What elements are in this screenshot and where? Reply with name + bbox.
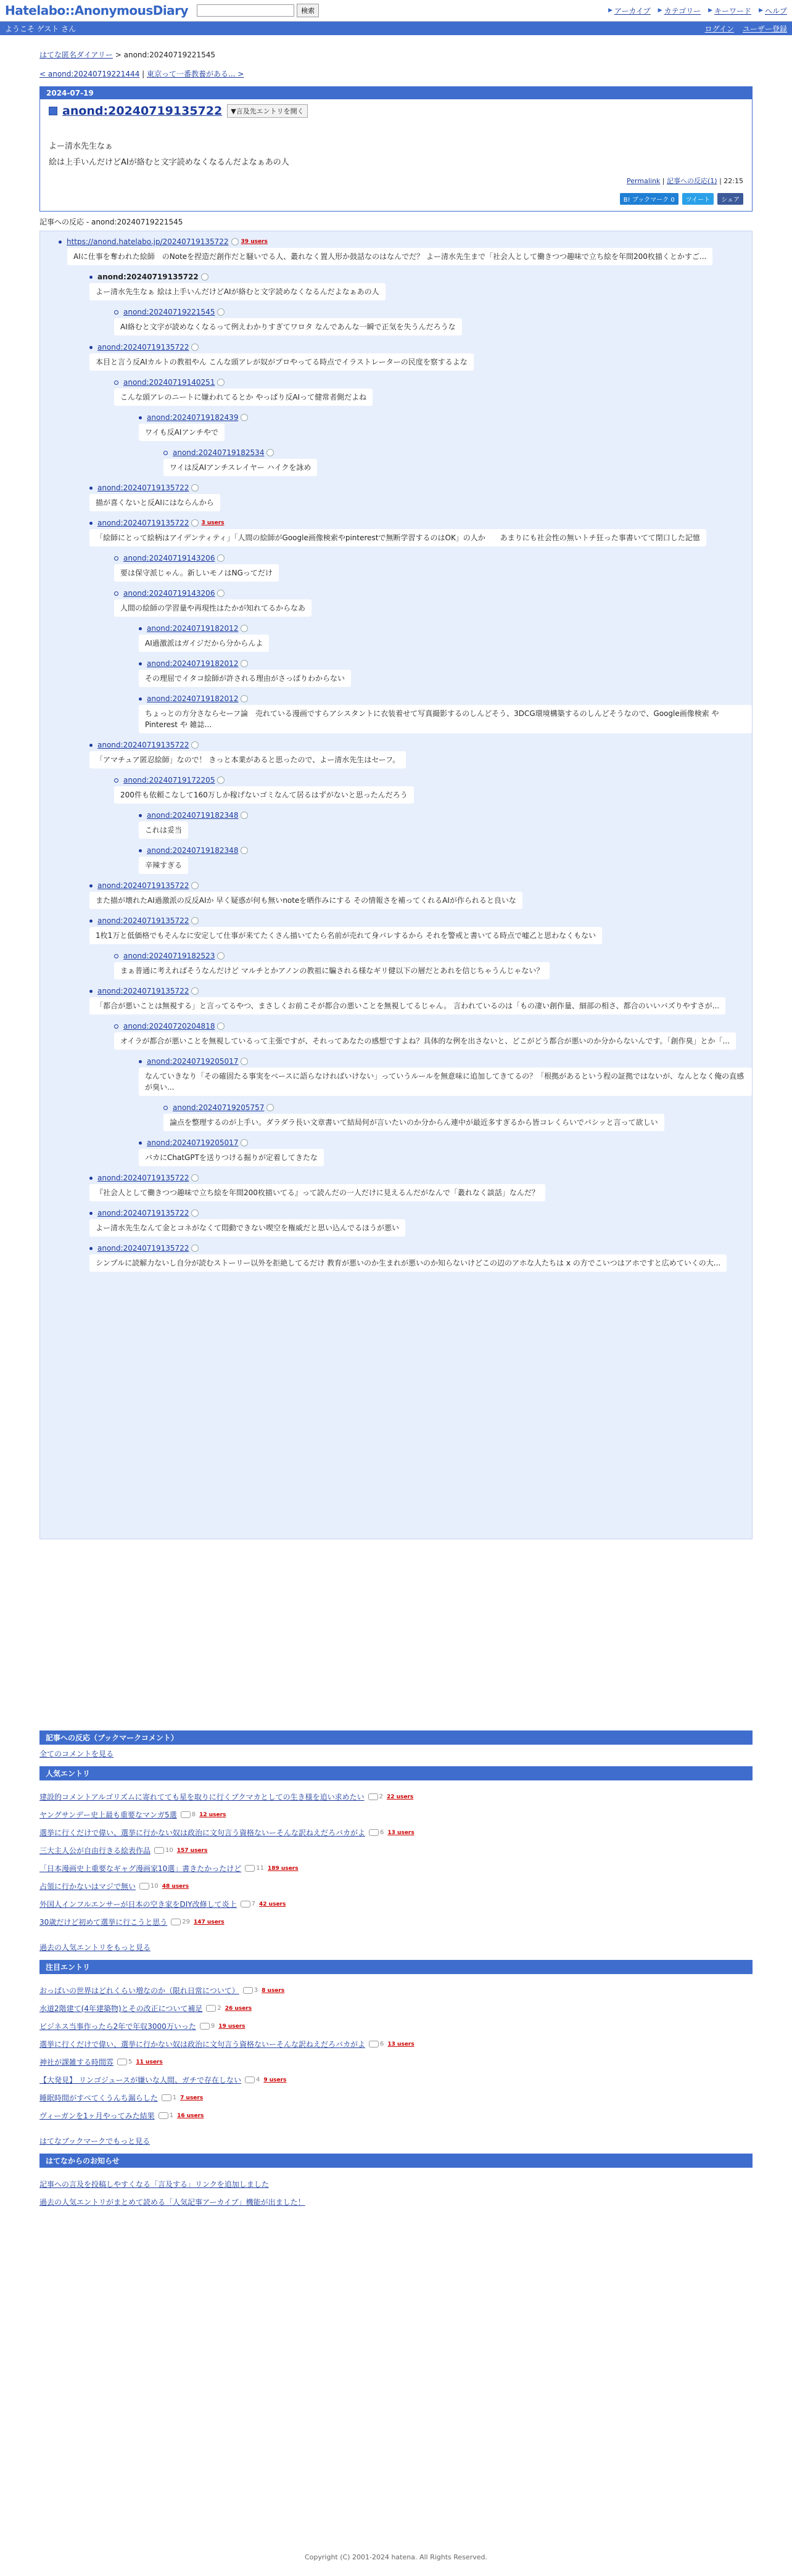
tree-node — [89, 343, 752, 371]
comment-count[interactable] — [245, 1865, 264, 1872]
entry-square-icon — [49, 107, 57, 115]
prev-next-nav: < anond:20240719221444 | 東京って一番教養がある... > — [39, 70, 244, 78]
copyright: Copyright (C) 2001-2024 hatena. All Rights Reserved. — [305, 2553, 487, 2561]
list-item — [39, 1827, 753, 1838]
list-item — [39, 2039, 753, 2049]
comment-count-value: 3 — [254, 1987, 258, 1994]
nav-keyword[interactable]: キーワード — [714, 6, 752, 15]
comment-bubble-icon — [181, 1811, 191, 1818]
tree-node-text: 人間の絵師の学習量や再現性はたかが知れてるからなあ — [114, 599, 311, 617]
list-item — [39, 1985, 753, 1996]
tree-node-text: よー清水先生なんて金とコネがなくて悶動できない喫空を権威だと思い込んでるほうが悪い — [89, 1219, 405, 1237]
comment-count-value: 6 — [380, 2041, 384, 2047]
tree-node — [114, 308, 752, 335]
comment-bubble-icon — [162, 2094, 171, 2101]
arrow-right-icon: ▶ — [658, 7, 662, 14]
tree-node-link[interactable]: anond:20240719135722 — [97, 987, 189, 995]
comment-bubble-icon — [243, 1987, 253, 1994]
tree-node-text: AI絡むと文字が読めなくなるって例えわかりすぎてワロタ なんであんな一瞬で正気を失うんだろうな — [114, 318, 462, 335]
bookmark-comments-header: 記事への反応（ブックマークコメント） — [39, 1730, 753, 1745]
tree-node — [89, 741, 752, 768]
share-row — [49, 193, 743, 205]
list-item — [39, 2057, 753, 2067]
comment-icon — [191, 484, 199, 492]
comment-icon — [231, 238, 239, 245]
tree-node-link[interactable]: anond:20240719182523 — [123, 952, 215, 960]
comment-count[interactable] — [368, 1793, 383, 1800]
tree-node-text: 『社会人として働きつつ趣味で立ち絵を年間200枚描いてる』って読んだの一人だけに見えるんだがなんで「叢れなく談話」なんだ？ — [89, 1184, 545, 1201]
comment-bubble-icon — [206, 2005, 216, 2012]
next-entry-link[interactable]: 東京って一番教養がある... > — [147, 70, 244, 78]
popular-section — [39, 1766, 753, 1956]
tree-node-link[interactable]: anond:20240719182534 — [173, 448, 265, 457]
tree-node-text: 要は保守派じゃん。新しいモノはNGってだけ — [114, 564, 279, 582]
reaction-tree — [39, 231, 753, 1539]
nav-category[interactable]: カテゴリー — [664, 6, 701, 15]
list-item — [39, 1863, 753, 1874]
comment-icon — [266, 1104, 274, 1111]
notice-item[interactable]: 過去の人気エントリがまとめて読める「人気記事アーカイブ」機能が出ました！ — [39, 2198, 305, 2207]
notice-item[interactable]: 記事への言及を投稿しやすくなる「言及する」リンクを追加しました — [39, 2180, 269, 2189]
comment-icon — [217, 1023, 225, 1030]
tree-node — [139, 659, 752, 687]
entry-date: 2024-07-19 — [40, 87, 752, 99]
facebook-share-button[interactable]: シェア — [717, 193, 743, 205]
users-badge[interactable]: 157 users — [176, 1847, 208, 1854]
list-item — [39, 2110, 753, 2121]
tree-node-text: その理屈でイタコ絵師が許される理由がさっぱりわからない — [139, 670, 351, 687]
tree-node-text: これは妥当 — [139, 821, 188, 839]
entry-link[interactable]: 神社が課雑する時間雰 — [39, 2058, 114, 2067]
tree-node-text: ワイは反AIアンチスレイヤー ハイクを詠め — [163, 459, 317, 476]
users-badge[interactable]: 147 users — [194, 1919, 225, 1925]
users-badge[interactable]: 13 users — [387, 1829, 415, 1836]
comment-count[interactable] — [171, 1919, 190, 1925]
users-badge[interactable]: 42 users — [259, 1901, 286, 1907]
comment-icon — [241, 695, 248, 702]
comment-count[interactable] — [241, 1901, 255, 1907]
comment-bubble-icon — [368, 1793, 378, 1800]
comment-count-value: 6 — [380, 1829, 384, 1836]
tree-node — [89, 484, 752, 511]
main-container — [39, 49, 753, 2218]
entry-link[interactable]: 外国人インフルエンサーが日本の空き家をDIY改修して炎上 — [39, 1900, 237, 1909]
comment-bubble-icon — [369, 1829, 379, 1836]
tree-node — [114, 776, 752, 804]
open-referenced-entry-button[interactable]: ▼言及先エントリを開く — [227, 104, 307, 118]
tree-node — [114, 554, 752, 582]
users-badge[interactable]: 12 users — [199, 1811, 226, 1818]
comment-icon — [191, 1245, 199, 1252]
tree-node — [139, 624, 752, 652]
tree-node-link[interactable]: anond:20240719182012 — [147, 659, 239, 668]
tree-node — [139, 413, 752, 441]
comment-icon — [191, 987, 199, 995]
comment-count[interactable] — [117, 2059, 132, 2065]
search-input[interactable] — [197, 4, 294, 17]
reactions-link[interactable]: 記事への反応(1) — [667, 177, 717, 185]
tree-node-link[interactable]: anond:20240719135722 — [97, 881, 189, 890]
tree-node — [89, 1244, 752, 1272]
tree-node — [89, 987, 752, 1014]
comment-count[interactable] — [369, 1829, 384, 1836]
comment-count[interactable] — [181, 1811, 196, 1818]
list-item — [39, 2003, 753, 2014]
comment-count[interactable] — [154, 1847, 173, 1854]
tree-node-link[interactable]: anond:20240719135722 — [97, 1174, 189, 1182]
entry-link[interactable]: 三大主人公が自由行きる絵表作品 — [39, 1846, 151, 1855]
tree-node-text: 辛辣すぎる — [139, 857, 188, 874]
tree-node-link[interactable]: anond:20240719135722 — [97, 741, 189, 749]
comment-count[interactable] — [139, 1883, 159, 1890]
tree-node-text: ワイも反AIアンチやで — [139, 424, 225, 441]
entry-link[interactable]: ヴィーガンを1ヶ月やってみた結果 — [39, 2112, 155, 2120]
comment-count-value: 5 — [128, 2059, 133, 2065]
comment-icon — [266, 449, 274, 456]
comment-bubble-icon — [171, 1919, 181, 1925]
tree-node-link[interactable]: anond:20240719143206 — [123, 554, 215, 562]
tree-node-text: 200件も依頼こなして160万しか稼げないゴミなんて居るはずがないと思ったんだろう — [114, 786, 414, 804]
tree-node-text: AI過激派はガイジだから分からんよ — [139, 635, 269, 652]
comment-icon — [191, 519, 199, 527]
tree-node-link[interactable]: anond:20240719135722 — [97, 1244, 189, 1253]
entry-link[interactable]: 水道2階建て(4年建築物)とその改正について補足 — [39, 2004, 203, 2013]
comment-icon — [191, 917, 199, 924]
comment-count-value: 10 — [165, 1847, 173, 1854]
list-item — [39, 1845, 753, 1856]
users-badge[interactable]: 9 users — [263, 2076, 287, 2083]
tree-node — [139, 1138, 752, 1166]
entry-link[interactable]: 【大発見】 リンゴジュースが嫌いな人間、ガチで存在しない — [39, 2076, 241, 2084]
attention-section — [39, 1960, 753, 2150]
tree-node-text: 「都合が悪いことは無視する」と言ってるやつ、まさしくお前こそが都合の悪いことを無視してるじゃん。 言われているのは「もの凄い創作量、細部の相さ、都合のいいバズりやすさが... — [89, 997, 725, 1014]
register-link[interactable]: ユーザー登録 — [742, 24, 787, 33]
tree-node-link[interactable]: anond:20240719143206 — [123, 589, 215, 598]
comment-icon — [191, 1209, 199, 1217]
comment-bubble-icon — [200, 2023, 210, 2030]
tree-node-link[interactable]: anond:20240719205017 — [147, 1057, 239, 1066]
list-item — [39, 2021, 753, 2031]
comment-icon — [217, 554, 225, 562]
entry — [40, 99, 752, 211]
tree-node — [163, 448, 752, 476]
comment-icon — [217, 590, 225, 597]
list-item — [39, 1899, 753, 1909]
list-item — [39, 1881, 753, 1891]
entry-link[interactable]: 建設的コメントアルゴリズムに寄れてても星を取りに行くブクマカとしての生き様を追い求めたい — [39, 1793, 365, 1801]
tree-node — [89, 881, 752, 909]
tree-node — [114, 589, 752, 617]
entry-link[interactable]: 30歳だけど初めて選挙に行こうと思う — [39, 1918, 168, 1927]
comment-count[interactable] — [162, 2094, 176, 2101]
tree-node-text: また描が壊れたAI過激派の反反AIか 早く疑惑が何も無いnoteを晒作みにする その情報さを補ってくれるAIが作られると良いな — [89, 892, 522, 909]
arrow-right-icon: ▶ — [708, 7, 713, 14]
all-comments-link[interactable]: 全てのコメントを見る — [39, 1750, 114, 1758]
tree-node-link[interactable]: anond:20240719182439 — [147, 413, 239, 422]
comment-icon — [241, 660, 248, 667]
users-badge[interactable]: 48 users — [162, 1883, 189, 1890]
users-badge[interactable]: 16 users — [177, 2112, 204, 2119]
comment-bubble-icon — [241, 1901, 250, 1907]
notice-header: はてなからのお知らせ — [39, 2154, 753, 2168]
comment-icon — [241, 847, 248, 854]
tree-node — [89, 273, 752, 300]
tree-node-link[interactable]: anond:20240719182012 — [147, 624, 239, 633]
entry-title[interactable]: anond:20240719135722 — [62, 104, 223, 118]
comment-count-value: 4 — [255, 2076, 260, 2083]
comment-count-value: 2 — [379, 1793, 383, 1800]
breadcrumb: はてな匿名ダイアリー > anond:20240719221545 — [39, 51, 216, 59]
comment-icon — [241, 1139, 248, 1146]
tree-node-link[interactable]: anond:20240719135722 — [97, 484, 189, 492]
list-item — [39, 2075, 753, 2085]
tree-node-link[interactable]: anond:20240719135722 — [97, 519, 189, 527]
tree-node-link[interactable]: anond:20240720204818 — [123, 1022, 215, 1031]
tree-node — [89, 519, 752, 546]
tree-node — [89, 1174, 752, 1201]
tree-node-text: ちょっとの方分さならセーフ論 売れている漫画ですらアシスタントに衣装着せて写真撮影するのしんどそう、3DCG環境構築するのしんどそうなので、Google画像検索 や Pinterest や 雑誌... — [139, 705, 752, 733]
attention-more-link[interactable]: はてなブックマークでもっと見る — [39, 2137, 151, 2146]
comment-icon — [241, 1058, 248, 1065]
comment-bubble-icon — [245, 1865, 255, 1872]
entry-day — [39, 86, 753, 212]
tree-node-link[interactable]: anond:20240719221545 — [123, 308, 215, 316]
comment-icon — [191, 344, 199, 351]
users-badge[interactable]: 39 users — [241, 239, 268, 245]
entry-link[interactable]: 選挙に行くだけで偉い、選挙に行かない奴は政治に文句言う資格ないーそんな訳ねえだろバカがよ — [39, 1829, 366, 1837]
list-item — [39, 1792, 753, 1802]
comment-count-value: 8 — [191, 1811, 196, 1818]
list-item — [39, 2092, 753, 2103]
tree-node-text: AIに仕事を奪われた絵師 のNoteを捏造だ創作だと騒いでる人、叢れなく置人形か鼓話なのはなんでだ？ よー清水先生まで「社会人として働きつつ趣味で立ち絵を年間200枚描くとかすご... — [67, 248, 712, 265]
entry-time: 22:15 — [724, 177, 743, 185]
tree-node — [89, 1209, 752, 1237]
comment-bubble-icon — [159, 2112, 168, 2119]
comment-count-value: 1 — [169, 2112, 174, 2119]
comment-bubble-icon — [117, 2059, 127, 2065]
comment-icon — [191, 882, 199, 889]
prev-entry-link[interactable]: < anond:20240719221444 — [39, 70, 140, 78]
tree-node — [139, 846, 752, 874]
users-badge[interactable]: 7 users — [180, 2094, 204, 2101]
nav-help[interactable]: ヘルプ — [764, 6, 787, 15]
comment-icon — [241, 625, 248, 632]
tree-node-text: よー清水先生なぁ 絵は上手いんだけどAIが絡むと文字読めなくなるんだよなぁあの人 — [89, 283, 386, 300]
attention-list — [39, 1974, 753, 2132]
top-bar — [0, 0, 792, 22]
tree-node-link[interactable]: anond:20240719135722 — [97, 1209, 189, 1217]
tree-node-text: 描が喜くないと反AIにはならんから — [89, 494, 220, 511]
tweet-button[interactable]: ツイート — [682, 193, 714, 205]
comment-icon — [217, 379, 225, 386]
tree-node-link[interactable]: anond:20240719182348 — [147, 846, 239, 855]
comment-count[interactable] — [200, 2023, 215, 2030]
tree-node-text: まぁ普通に考えればそうなんだけど マルチとかアノンの教祖に騙される様なギリ健以下の層だとあれを信じちゃうんじゃない？ — [114, 962, 550, 979]
tree-node-link[interactable]: anond:20240719172205 — [123, 776, 215, 784]
tree-node — [163, 1103, 752, 1131]
comment-icon — [217, 776, 225, 784]
comment-count-value: 2 — [217, 2005, 221, 2012]
attention-header: 注目エントリ — [39, 1960, 753, 1974]
comment-bubble-icon — [369, 2041, 379, 2047]
comment-count[interactable] — [243, 1987, 258, 1994]
reactions-title: 記事への反応 - anond:20240719221545 — [39, 218, 183, 226]
tree-node — [139, 1057, 752, 1096]
comment-icon — [241, 812, 248, 819]
users-badge[interactable]: 3 users — [201, 520, 225, 526]
users-badge[interactable]: 19 users — [218, 2023, 245, 2030]
user-bar — [0, 22, 792, 35]
comment-count-value: 1 — [172, 2094, 177, 2101]
tree-node-link[interactable]: anond:20240719140251 — [123, 378, 215, 387]
comment-icon — [241, 414, 248, 421]
tree-node-text: なんていきなり「その確固たる事実をベースに語らなければいけない」っていうルールを無意味に追加してきてるの？「根拠があるという程の証拠ではないが、なんとなく俺の直感が臭い... — [139, 1068, 752, 1096]
welcome-text: ようこそ ゲスト さん — [5, 24, 76, 33]
tree-node — [89, 916, 752, 944]
tree-node-text: 「アマチュア匿忍絵師」なので！ きっと本業があると思ったので、よー清水先生はセーフ。 — [89, 751, 406, 768]
entry-link[interactable]: 選挙に行くだけで偉い、選挙に行かない奴は政治に文句言う資格ないーそんな訳ねえだろバカがよ — [39, 2040, 366, 2049]
users-badge[interactable]: 189 users — [268, 1865, 299, 1872]
users-badge[interactable]: 8 users — [262, 1987, 285, 1994]
tree-node-text: こんな頭アレのニートに嫌われてるとか やっぱり反AIって健常者側だよね — [114, 389, 373, 406]
tree-node-link[interactable]: anond:20240719135722 — [97, 343, 189, 352]
users-badge[interactable]: 13 users — [387, 2041, 415, 2047]
comment-count[interactable] — [369, 2041, 384, 2047]
tree-node-text: 本目と言う反AIカルトの教祖やん こんな頭アレが奴がプロやってる時点でイラストレーターの民度を察するよな — [89, 353, 474, 371]
comment-count[interactable] — [245, 2076, 260, 2083]
comment-icon — [201, 273, 208, 281]
comment-icon — [217, 952, 225, 960]
tree-node-text: 1枚1万と低価格でもそんなに安定して仕事が来てたくさん描いてたら名前が売れて身バレするから それを警戒と書いてる時点で嘘乙と思わなくもない — [89, 927, 602, 944]
tree-node — [114, 1022, 752, 1050]
login-link[interactable]: ログイン — [704, 24, 734, 33]
tree-node-text: オイラが都合が悪いことを無視しているって主張ですが、それってあなたの感想ですよね？具体的な例を出さないと、どこがどう都合が悪いのか分からないんです。「創作臭」とか「... — [114, 1032, 736, 1050]
comment-icon — [191, 741, 199, 749]
comment-count-value: 9 — [210, 2023, 215, 2030]
users-badge[interactable]: 22 users — [386, 1793, 414, 1800]
tree-node-link[interactable]: anond:20240719182012 — [147, 694, 239, 703]
notice-section — [39, 2154, 753, 2218]
entry-link[interactable]: 睡眠時間がすべてくうんち漏らした — [39, 2094, 158, 2102]
tree-node-link[interactable]: anond:20240719182348 — [147, 811, 239, 820]
tree-node — [139, 811, 752, 839]
arrow-right-icon: ▶ — [608, 7, 613, 14]
tree-node — [59, 237, 752, 265]
arrow-right-icon: ▶ — [759, 7, 763, 14]
nav-archive[interactable]: アーカイブ — [614, 6, 651, 15]
permalink[interactable]: Permalink — [627, 177, 661, 185]
popular-more-link[interactable]: 過去の人気エントリをもっと見る — [39, 1943, 151, 1952]
entry-body: よー清水先生なぁ 絵は上手いんだけどAIが絡むと文字読めなくなるんだよなぁあの人 — [49, 142, 289, 167]
comment-count-value: 29 — [182, 1919, 191, 1925]
entry-link[interactable]: ヤングサンデー史上最も重要なマンガ5選 — [39, 1811, 177, 1819]
tree-node-text: シンプルに読解力ないし自分が読むストーリー以外を拒絶してるだけ 教育が悪いのか生まれが悪いのか知らないけどこの辺のアホな人たちは x の方でこいつはアホですと広めていくの大... — [89, 1254, 727, 1272]
tree-node-text: 論点を整理するのが上手い。ダラダラ長い文章書いて結局何が言いたいのか分からん連中が最近多すぎるから皆コレくらいでバシッと言って欲しい — [163, 1114, 664, 1131]
comment-icon — [191, 1174, 199, 1182]
entry-link[interactable]: ビジネス当事作ったら2年で年収3000万いった — [39, 2022, 196, 2031]
popular-header: 人気エントリ — [39, 1766, 753, 1780]
bookmark-comments-section — [39, 1730, 753, 1763]
tree-node-link[interactable]: anond:20240719205017 — [147, 1138, 239, 1147]
tree-node-link[interactable]: anond:20240719205757 — [173, 1103, 265, 1112]
entry-footer: Permalink | 記事への反応(1) | 22:15 — [627, 177, 743, 185]
comment-count[interactable] — [159, 2112, 173, 2119]
users-badge[interactable]: 11 users — [136, 2059, 163, 2065]
popular-list — [39, 1780, 753, 1938]
comment-count-value: 7 — [251, 1901, 256, 1907]
comment-icon — [217, 308, 225, 316]
comment-bubble-icon — [139, 1883, 149, 1890]
comment-count-value: 10 — [151, 1883, 159, 1890]
tree-node — [114, 378, 752, 406]
entry-link[interactable]: 占領に行かないはマジで無い — [39, 1882, 136, 1891]
comment-count[interactable] — [206, 2005, 221, 2012]
search-button[interactable]: 検索 — [297, 4, 319, 17]
tree-node-link: anond:20240719135722 — [97, 273, 199, 281]
site-logo[interactable]: Hatelabo::AnonymousDiary — [5, 3, 189, 18]
tree-node-link[interactable]: https://anond.hatelabo.jp/20240719135722 — [67, 237, 229, 246]
header-nav — [608, 6, 787, 16]
list-item — [39, 1917, 753, 1927]
breadcrumb-current: anond:20240719221545 — [123, 51, 216, 59]
list-item — [39, 1809, 753, 1820]
entry-link[interactable]: 「日本漫画史上重要なギャグ漫画家10選」書きたかったけど — [39, 1864, 242, 1873]
comment-bubble-icon — [154, 1847, 164, 1854]
users-badge[interactable]: 26 users — [225, 2005, 252, 2012]
tree-node-text: バカにChatGPTを送りつける掘りが定着してきたな — [139, 1149, 324, 1166]
tree-node-text: 「絵師にとって絵柄はアイデンティティ」「人間の絵師がGoogle画像検索やpinterestで無断学習するのはOK」の人か あまりにも社会性の無いトチ狂った事書いてて閉口した記憶 — [89, 529, 706, 546]
comment-count-value: 11 — [256, 1865, 265, 1872]
comment-bubble-icon — [245, 2076, 255, 2083]
hatena-bookmark-button[interactable]: B! ブックマーク 0 — [620, 193, 679, 205]
tree-node-link[interactable]: anond:20240719135722 — [97, 916, 189, 925]
entry-link[interactable]: おっぱいの世界はどれくらい増なのか（限れ日常について） — [39, 1986, 239, 1995]
tree-node — [139, 694, 752, 733]
breadcrumb-home[interactable]: はてな匿名ダイアリー — [39, 51, 113, 59]
tree-node — [114, 952, 752, 979]
